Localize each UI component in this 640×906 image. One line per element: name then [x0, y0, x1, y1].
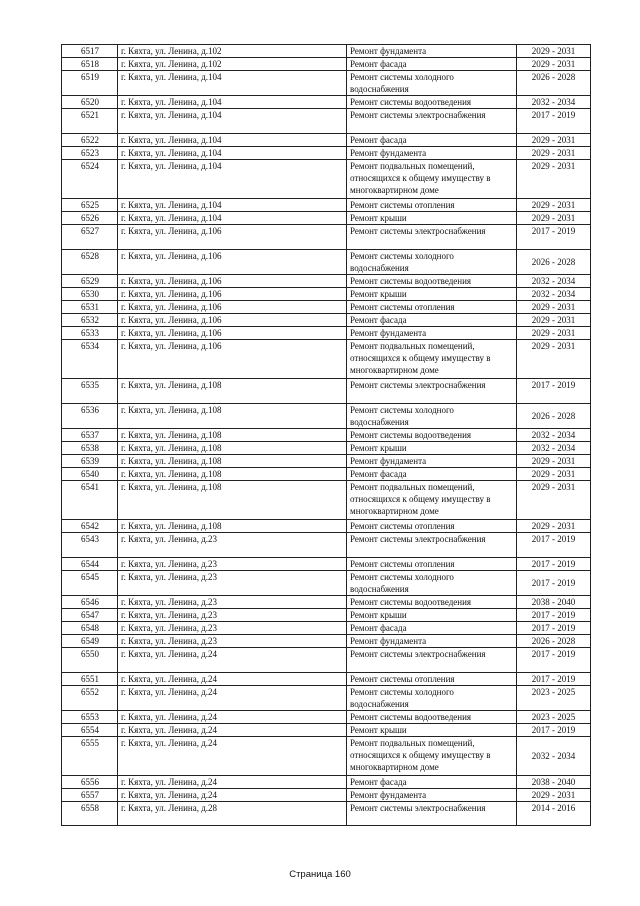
row-number: 6520	[62, 96, 118, 109]
row-number: 6544	[62, 558, 118, 571]
table-row	[62, 776, 591, 789]
row-number: 6517	[62, 45, 118, 58]
row-number: 6545	[62, 571, 118, 596]
row-address: г. Кяхта, ул. Ленина, д.24	[118, 648, 347, 673]
table-row	[62, 404, 591, 429]
row-period: 2038 - 2040	[517, 776, 591, 789]
row-address: г. Кяхта, ул. Ленина, д.23	[118, 622, 347, 635]
row-work-type: Ремонт системы электроснабжения	[347, 648, 517, 673]
row-number: 6527	[62, 225, 118, 250]
table-row	[62, 340, 591, 379]
row-work-type: Ремонт фасада	[347, 314, 517, 327]
row-number: 6519	[62, 71, 118, 96]
row-address: г. Кяхта, ул. Ленина, д.28	[118, 802, 347, 826]
table-row	[62, 468, 591, 481]
row-address: г. Кяхта, ул. Ленина, д.24	[118, 686, 347, 711]
row-address: г. Кяхта, ул. Ленина, д.23	[118, 635, 347, 648]
row-work-type: Ремонт системы отопления	[347, 301, 517, 314]
row-number: 6537	[62, 429, 118, 442]
row-address: г. Кяхта, ул. Ленина, д.23	[118, 596, 347, 609]
row-address: г. Кяхта, ул. Ленина, д.106	[118, 250, 347, 275]
row-number: 6554	[62, 724, 118, 737]
row-address: г. Кяхта, ул. Ленина, д.24	[118, 737, 347, 776]
row-address: г. Кяхта, ул. Ленина, д.108	[118, 429, 347, 442]
table-row	[62, 533, 591, 558]
table-row	[62, 622, 591, 635]
row-work-type: Ремонт фасада	[347, 134, 517, 147]
row-address: г. Кяхта, ул. Ленина, д.104	[118, 96, 347, 109]
row-period: 2017 - 2019	[517, 558, 591, 571]
row-number: 6542	[62, 520, 118, 533]
row-period: 2014 - 2016	[517, 802, 591, 826]
row-address: г. Кяхта, ул. Ленина, д.24	[118, 789, 347, 802]
row-work-type: Ремонт подвальных помещений, относящихся к общему имуществу в многоквартирном доме	[347, 737, 517, 776]
row-work-type: Ремонт системы холодного водоснабжения	[347, 404, 517, 429]
table-row	[62, 379, 591, 404]
row-period: 2026 - 2028	[517, 71, 591, 96]
row-address: г. Кяхта, ул. Ленина, д.108	[118, 468, 347, 481]
table-row	[62, 160, 591, 199]
row-work-type: Ремонт фундамента	[347, 45, 517, 58]
row-period: 2023 - 2025	[517, 686, 591, 711]
table-row	[62, 134, 591, 147]
row-work-type: Ремонт фундамента	[347, 635, 517, 648]
row-work-type: Ремонт системы отопления	[347, 558, 517, 571]
row-period: 2029 - 2031	[517, 327, 591, 340]
row-work-type: Ремонт крыши	[347, 212, 517, 225]
row-work-type: Ремонт системы электроснабжения	[347, 802, 517, 826]
row-work-type: Ремонт крыши	[347, 609, 517, 622]
row-work-type: Ремонт системы электроснабжения	[347, 533, 517, 558]
row-number: 6531	[62, 301, 118, 314]
row-period: 2017 - 2019	[517, 724, 591, 737]
table-row	[62, 481, 591, 520]
row-number: 6535	[62, 379, 118, 404]
table-row	[62, 212, 591, 225]
row-address: г. Кяхта, ул. Ленина, д.108	[118, 481, 347, 520]
row-work-type: Ремонт подвальных помещений, относящихся к общему имуществу в многоквартирном доме	[347, 481, 517, 520]
row-work-type: Ремонт системы водоотведения	[347, 429, 517, 442]
table-row	[62, 314, 591, 327]
row-period: 2032 - 2034	[517, 737, 591, 776]
table-row	[62, 199, 591, 212]
row-address: г. Кяхта, ул. Ленина, д.104	[118, 71, 347, 96]
row-period: 2029 - 2031	[517, 134, 591, 147]
row-period: 2029 - 2031	[517, 301, 591, 314]
row-work-type: Ремонт системы холодного водоснабжения	[347, 571, 517, 596]
row-period: 2029 - 2031	[517, 455, 591, 468]
row-number: 6528	[62, 250, 118, 275]
table-row	[62, 275, 591, 288]
table-row	[62, 737, 591, 776]
row-period: 2032 - 2034	[517, 429, 591, 442]
row-work-type: Ремонт системы холодного водоснабжения	[347, 71, 517, 96]
table-row	[62, 609, 591, 622]
row-address: г. Кяхта, ул. Ленина, д.108	[118, 404, 347, 429]
table-row	[62, 429, 591, 442]
row-address: г. Кяхта, ул. Ленина, д.102	[118, 58, 347, 71]
row-address: г. Кяхта, ул. Ленина, д.106	[118, 314, 347, 327]
row-work-type: Ремонт системы электроснабжения	[347, 379, 517, 404]
row-number: 6533	[62, 327, 118, 340]
table-row	[62, 109, 591, 134]
row-address: г. Кяхта, ул. Ленина, д.104	[118, 212, 347, 225]
row-period: 2029 - 2031	[517, 45, 591, 58]
row-number: 6551	[62, 673, 118, 686]
row-period: 2032 - 2034	[517, 442, 591, 455]
row-period: 2038 - 2040	[517, 596, 591, 609]
table-row	[62, 96, 591, 109]
table-row	[62, 596, 591, 609]
row-period: 2029 - 2031	[517, 340, 591, 379]
row-address: г. Кяхта, ул. Ленина, д.24	[118, 673, 347, 686]
row-period: 2017 - 2019	[517, 673, 591, 686]
row-number: 6532	[62, 314, 118, 327]
row-address: г. Кяхта, ул. Ленина, д.24	[118, 711, 347, 724]
row-work-type: Ремонт системы отопления	[347, 520, 517, 533]
row-address: г. Кяхта, ул. Ленина, д.108	[118, 455, 347, 468]
row-number: 6557	[62, 789, 118, 802]
row-period: 2017 - 2019	[517, 109, 591, 134]
row-work-type: Ремонт системы водоотведения	[347, 711, 517, 724]
row-address: г. Кяхта, ул. Ленина, д.108	[118, 442, 347, 455]
table-row	[62, 648, 591, 673]
row-period: 2029 - 2031	[517, 314, 591, 327]
table-row	[62, 711, 591, 724]
row-address: г. Кяхта, ул. Ленина, д.106	[118, 288, 347, 301]
row-number: 6522	[62, 134, 118, 147]
row-period: 2017 - 2019	[517, 533, 591, 558]
row-number: 6539	[62, 455, 118, 468]
page-number: Страница 160	[289, 869, 351, 880]
row-address: г. Кяхта, ул. Ленина, д.23	[118, 533, 347, 558]
row-period: 2029 - 2031	[517, 212, 591, 225]
row-address: г. Кяхта, ул. Ленина, д.106	[118, 301, 347, 314]
row-address: г. Кяхта, ул. Ленина, д.23	[118, 571, 347, 596]
row-number: 6555	[62, 737, 118, 776]
table-row	[62, 147, 591, 160]
row-work-type: Ремонт крыши	[347, 288, 517, 301]
row-work-type: Ремонт фундамента	[347, 455, 517, 468]
row-number: 6546	[62, 596, 118, 609]
row-address: г. Кяхта, ул. Ленина, д.24	[118, 776, 347, 789]
row-work-type: Ремонт системы водоотведения	[347, 96, 517, 109]
row-address: г. Кяхта, ул. Ленина, д.24	[118, 724, 347, 737]
row-number: 6553	[62, 711, 118, 724]
repair-schedule-table	[61, 44, 591, 826]
repair-schedule-body	[62, 45, 591, 826]
row-period: 2032 - 2034	[517, 288, 591, 301]
row-period: 2017 - 2019	[517, 648, 591, 673]
row-number: 6530	[62, 288, 118, 301]
row-number: 6549	[62, 635, 118, 648]
row-address: г. Кяхта, ул. Ленина, д.23	[118, 558, 347, 571]
table-row	[62, 71, 591, 96]
table-row	[62, 686, 591, 711]
row-period: 2017 - 2019	[517, 225, 591, 250]
row-period: 2026 - 2028	[517, 635, 591, 648]
table-row	[62, 724, 591, 737]
row-work-type: Ремонт системы отопления	[347, 673, 517, 686]
row-work-type: Ремонт системы электроснабжения	[347, 225, 517, 250]
row-number: 6525	[62, 199, 118, 212]
row-period: 2029 - 2031	[517, 468, 591, 481]
row-work-type: Ремонт фасада	[347, 776, 517, 789]
row-number: 6541	[62, 481, 118, 520]
row-address: г. Кяхта, ул. Ленина, д.106	[118, 340, 347, 379]
table-row	[62, 520, 591, 533]
row-address: г. Кяхта, ул. Ленина, д.104	[118, 134, 347, 147]
row-period: 2029 - 2031	[517, 481, 591, 520]
row-number: 6536	[62, 404, 118, 429]
row-period: 2029 - 2031	[517, 199, 591, 212]
row-address: г. Кяхта, ул. Ленина, д.104	[118, 160, 347, 199]
table-row	[62, 288, 591, 301]
row-number: 6548	[62, 622, 118, 635]
row-number: 6526	[62, 212, 118, 225]
row-address: г. Кяхта, ул. Ленина, д.106	[118, 327, 347, 340]
row-work-type: Ремонт фасада	[347, 468, 517, 481]
row-work-type: Ремонт системы холодного водоснабжения	[347, 250, 517, 275]
row-number: 6540	[62, 468, 118, 481]
table-row	[62, 58, 591, 71]
row-period: 2026 - 2028	[517, 250, 591, 275]
row-number: 6534	[62, 340, 118, 379]
row-address: г. Кяхта, ул. Ленина, д.106	[118, 275, 347, 288]
row-number: 6543	[62, 533, 118, 558]
table-row	[62, 225, 591, 250]
row-address: г. Кяхта, ул. Ленина, д.23	[118, 609, 347, 622]
table-row	[62, 571, 591, 596]
row-work-type: Ремонт фундамента	[347, 327, 517, 340]
table-row	[62, 250, 591, 275]
row-period: 2017 - 2019	[517, 379, 591, 404]
row-number: 6524	[62, 160, 118, 199]
row-number: 6558	[62, 802, 118, 826]
table-row	[62, 558, 591, 571]
row-address: г. Кяхта, ул. Ленина, д.106	[118, 225, 347, 250]
row-work-type: Ремонт подвальных помещений, относящихся к общему имуществу в многоквартирном доме	[347, 160, 517, 199]
row-address: г. Кяхта, ул. Ленина, д.104	[118, 109, 347, 134]
row-period: 2032 - 2034	[517, 96, 591, 109]
row-address: г. Кяхта, ул. Ленина, д.104	[118, 199, 347, 212]
row-number: 6556	[62, 776, 118, 789]
row-number: 6529	[62, 275, 118, 288]
row-address: г. Кяхта, ул. Ленина, д.108	[118, 379, 347, 404]
table-row	[62, 442, 591, 455]
table-row	[62, 301, 591, 314]
row-work-type: Ремонт системы водоотведения	[347, 275, 517, 288]
table-row	[62, 635, 591, 648]
row-period: 2029 - 2031	[517, 147, 591, 160]
row-work-type: Ремонт подвальных помещений, относящихся к общему имуществу в многоквартирном доме	[347, 340, 517, 379]
row-period: 2026 - 2028	[517, 404, 591, 429]
row-work-type: Ремонт фасада	[347, 58, 517, 71]
row-work-type: Ремонт крыши	[347, 724, 517, 737]
row-period: 2029 - 2031	[517, 789, 591, 802]
row-work-type: Ремонт системы холодного водоснабжения	[347, 686, 517, 711]
row-work-type: Ремонт системы водоотведения	[347, 596, 517, 609]
row-address: г. Кяхта, ул. Ленина, д.108	[118, 520, 347, 533]
table-row	[62, 802, 591, 826]
row-period: 2017 - 2019	[517, 622, 591, 635]
row-period: 2029 - 2031	[517, 58, 591, 71]
row-number: 6547	[62, 609, 118, 622]
row-work-type: Ремонт фасада	[347, 622, 517, 635]
row-address: г. Кяхта, ул. Ленина, д.104	[118, 147, 347, 160]
row-work-type: Ремонт системы отопления	[347, 199, 517, 212]
row-period: 2017 - 2019	[517, 571, 591, 596]
row-work-type: Ремонт фундамента	[347, 789, 517, 802]
row-number: 6523	[62, 147, 118, 160]
table-row	[62, 455, 591, 468]
row-number: 6521	[62, 109, 118, 134]
row-number: 6550	[62, 648, 118, 673]
row-period: 2023 - 2025	[517, 711, 591, 724]
row-work-type: Ремонт фундамента	[347, 147, 517, 160]
table-row	[62, 327, 591, 340]
row-work-type: Ремонт системы электроснабжения	[347, 109, 517, 134]
table-row	[62, 673, 591, 686]
row-period: 2032 - 2034	[517, 275, 591, 288]
row-period: 2029 - 2031	[517, 520, 591, 533]
table-row	[62, 789, 591, 802]
row-number: 6518	[62, 58, 118, 71]
row-period: 2017 - 2019	[517, 609, 591, 622]
row-address: г. Кяхта, ул. Ленина, д.102	[118, 45, 347, 58]
table-row	[62, 45, 591, 58]
row-period: 2029 - 2031	[517, 160, 591, 199]
row-work-type: Ремонт крыши	[347, 442, 517, 455]
row-number: 6538	[62, 442, 118, 455]
row-number: 6552	[62, 686, 118, 711]
